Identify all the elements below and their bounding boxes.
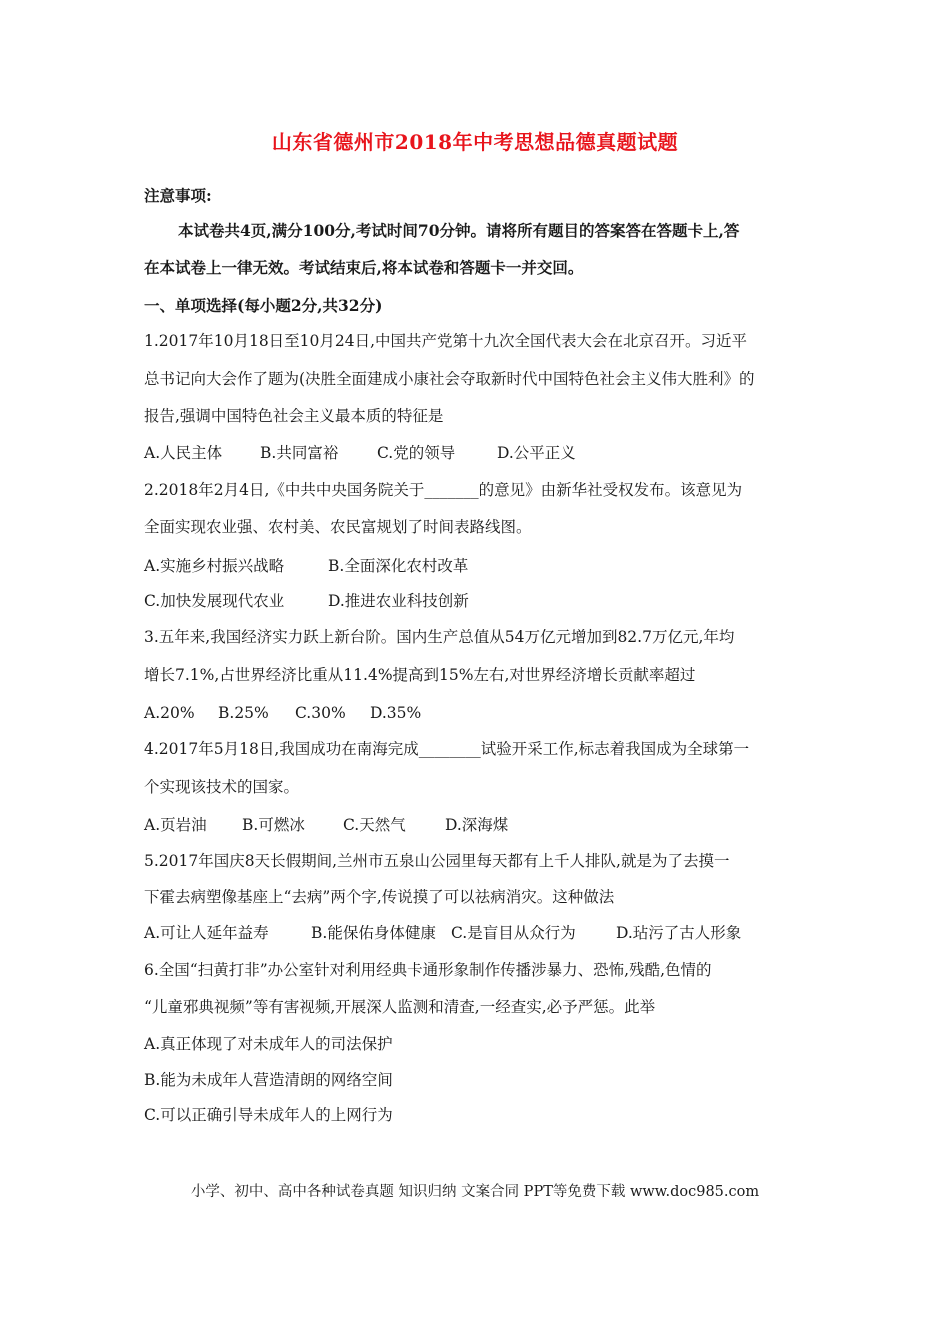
option-c: C.天然气 — [343, 816, 406, 834]
option-d: D.35% — [370, 704, 422, 722]
question-3-line2: 增长7.1%,占世界经济比重从11.4%提高到15%左右,对世界经济增长贡献率超过 — [144, 666, 696, 684]
option-a: A.页岩油 — [144, 816, 207, 834]
question-2-line2: 全面实现农业强、农村美、农民富规划了时间表路线图。 — [144, 518, 532, 536]
question-6-line2: “儿童邪典视频”等有害视频,开展深人监测和清查,一经查实,必予严惩。此举 — [144, 998, 656, 1016]
question-6-line1: 6.全国“扫黄打非”办公室针对利用经典卡通形象制作传播涉暴力、恐怖,残酷,色情的 — [144, 961, 712, 979]
question-4-line2: 个实现该技术的国家。 — [144, 778, 300, 796]
question-2-options-row2 — [144, 591, 824, 611]
option-a: A.20% — [144, 704, 195, 722]
option-c: C.是盲目从众行为 — [451, 924, 576, 942]
option-a: A.可让人延年益寿 — [144, 924, 269, 942]
question-6-option-a: A.真正体现了对未成年人的司法保护 — [144, 1035, 393, 1053]
question-1-line1: 1.2017年10月18日至10月24日,中国共产党第十九次全国代表大会在北京召开。习近平 — [144, 332, 748, 350]
question-4-line1: 4.2017年5月18日,我国成功在南海完成________试验开采工作,标志着我国成为全球第一 — [144, 740, 750, 758]
section-heading: 一、单项选择(每小题2分,共32分) — [144, 296, 383, 315]
question-2-options-row1 — [144, 556, 824, 576]
question-1-line3: 报告,强调中国特色社会主义最本质的特征是 — [144, 407, 444, 425]
option-c: C.加快发展现代农业 — [144, 592, 285, 610]
option-b: B.能保佑身体健康 — [311, 924, 436, 942]
option-d: D.玷污了古人形象 — [616, 924, 742, 942]
question-1-options — [144, 443, 824, 463]
option-b: B.全面深化农村改革 — [328, 557, 469, 575]
option-d: D.公平正义 — [497, 444, 576, 462]
question-2-line1: 2.2018年2月4日,《中共中央国务院关于_______的意见》由新华社受权发布。该意见为 — [144, 481, 743, 499]
option-b: B.共同富裕 — [260, 444, 339, 462]
option-b: B.25% — [218, 704, 269, 722]
question-3-line1: 3.五年来,我国经济实力跃上新台阶。国内生产总值从54万亿元增加到82.7万亿元,年均 — [144, 628, 735, 646]
question-6-option-b: B.能为未成年人营造清朗的网络空间 — [144, 1071, 393, 1089]
question-3-options — [144, 703, 824, 723]
question-5-line2: 下霍去病塑像基座上“去病”两个字,传说摸了可以祛病消灾。这种做法 — [144, 888, 615, 906]
question-5-line1: 5.2017年国庆8天长假期间,兰州市五泉山公园里每天都有上千人排队,就是为了去摸一 — [144, 852, 730, 870]
option-d: D.推进农业科技创新 — [328, 592, 469, 610]
question-4-options — [144, 815, 824, 835]
notice-text-line1: 本试卷共4页,满分100分,考试时间70分钟。请将所有题目的答案答在答题卡上,答 — [178, 221, 740, 240]
option-c: C.30% — [295, 704, 346, 722]
option-d: D.深海煤 — [445, 816, 509, 834]
option-b: B.可燃冰 — [242, 816, 305, 834]
notice-heading: 注意事项: — [144, 186, 212, 205]
option-a: A.实施乡村振兴战略 — [144, 557, 285, 575]
question-6-option-c: C.可以正确引导未成年人的上网行为 — [144, 1106, 393, 1124]
page-title: 山东省德州市2018年中考思想品德真题试题 — [271, 130, 679, 154]
question-1-line2: 总书记向大会作了题为(决胜全面建成小康社会夺取新时代中国特色社会主义伟大胜利》的 — [144, 370, 755, 388]
notice-text-line2: 在本试卷上一律无效。考试结束后,将本试卷和答题卡一并交回。 — [144, 258, 584, 277]
page-footer: 小学、初中、高中各种试卷真题 知识归纳 文案合同 PPT等免费下载 www.doc985.com — [190, 1184, 760, 1200]
option-a: A.人民主体 — [144, 444, 223, 462]
question-5-options — [144, 923, 824, 943]
option-c: C.党的领导 — [377, 444, 456, 462]
